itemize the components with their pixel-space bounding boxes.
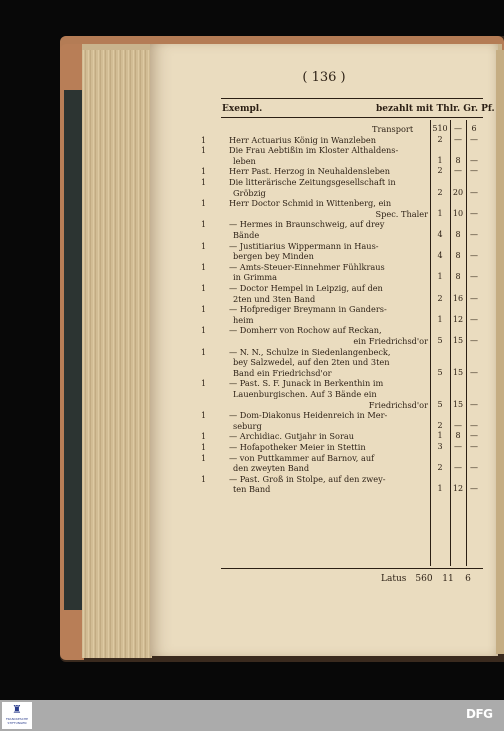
entry-text-line: — Domherr von Rochow auf Reckan, [229,325,382,336]
entry-thlr: 5 [437,336,443,345]
entry-text-line: den zweyten Band [233,463,310,474]
entry-pf: — [470,155,478,165]
entry-copies: 1 [201,241,207,251]
entry-gr: 8 [455,431,461,441]
entry-text-line: — Hofprediger Breymann in Ganders- [229,304,387,315]
entry-thlr: 2 [437,293,443,303]
entry-text-line: Friedrichsd'or [368,399,428,410]
latus-pf: 6 [465,574,471,584]
entry-thlr: 1 [437,314,443,324]
entry-text-line: Bände [233,230,260,240]
entry-copies: 1 [201,443,207,452]
entry-thlr: 2 [437,166,443,176]
spine [64,90,82,610]
entry-text-line: — Amts-Steuer-Einnehmer Fühlkraus [229,261,385,272]
entry-thlr: 2 [437,134,443,144]
entry-gr: — [454,166,462,176]
entry-copies: 1 [201,432,207,442]
entry-copies: 1 [201,167,207,177]
entry-text-line: — Doctor Hempel in Leipzig, auf den [229,283,383,293]
entry-gr: — [454,134,462,144]
latus-label: Latus [381,574,407,584]
latus-thlr: 560 [415,574,433,584]
entry-copies: 1 [201,411,207,421]
entry-thlr: 2 [437,463,443,473]
entry-text-line: Lauenburgischen. Auf 3 Bände ein [233,389,377,399]
entry-text-line: — Dom-Diakonus Heidenreich in Mer- [229,410,388,421]
entry-pf: — [470,336,478,345]
entry-text-line: 2ten und 3ten Band [233,293,316,304]
entry-copies: 1 [201,146,207,156]
transport-gr: — [454,124,462,133]
entry-text-line: ein Friedrichsd'or [353,336,428,346]
entry-copies: 1 [201,262,207,272]
page-number: ( 136 ) [302,70,346,85]
entry-thlr: 5 [437,367,443,377]
dfg-label: DFG [466,707,493,721]
entry-pf: — [470,293,478,303]
entry-thlr: 1 [437,155,443,165]
entry-thlr: 5 [437,399,443,409]
transport-pf: 6 [471,124,477,133]
entry-gr: 16 [452,293,464,303]
entry-copies: 1 [201,220,207,230]
entry-thlr: 4 [437,251,443,261]
entry-copies: 1 [201,284,207,293]
entry-text-line: in Grimma [233,272,277,283]
transport-label: Transport [372,124,414,134]
entry-thlr: 1 [437,208,443,218]
header-rule-top [221,98,483,99]
entry-thlr: 2 [437,187,443,197]
entry-pf: — [470,134,478,144]
entry-text-line: — Justitiarius Wippermann in Haus- [229,240,379,251]
total-rule [221,568,483,569]
entry-text-line: leben [233,155,256,166]
page-edges [82,46,152,658]
entry-text-line: Die litterärische Zeitungsgesellschaft in [229,177,396,187]
entry-gr: 20 [452,187,464,197]
entry-pf: — [470,208,478,218]
entry-pf: — [470,420,478,430]
entry-pf: — [470,367,478,377]
entry-gr: — [454,420,462,430]
entry-text-line: seburg [233,420,262,431]
entry-text-line: — Archidiac. Gutjahr in Sorau [229,431,355,442]
entry-text-line: — Past. Groß in Stolpe, auf den zwey- [229,473,386,484]
header-exempl: Exempl. [222,104,263,114]
entry-gr: 15 [452,399,464,409]
entry-pf: — [470,230,478,239]
entry-pf: — [470,431,478,441]
entry-pf: — [470,251,478,261]
entry-text-line: — N. N., Schulze in Siedenlangenbeck, [229,346,391,357]
entry-pf: — [470,272,478,282]
entry-gr: 12 [452,484,464,494]
entry-gr: 15 [452,336,464,345]
entry-text-line: Band ein Friedrichsd'or [233,367,332,378]
entry-gr: — [454,442,462,451]
entry-copies: 1 [201,326,207,336]
page-edges-right [496,50,504,654]
entry-copies: 1 [201,199,207,209]
header-rule-bottom [221,117,483,118]
entry-text-line: Gröbzig [233,187,266,198]
entry-pf: — [470,463,478,473]
entry-gr: 8 [455,155,461,165]
entry-text-line: bergen bey Minden [233,251,314,262]
entry-gr: 10 [452,208,464,218]
entry-text-line: — Hermes in Braunschweig, auf drey [229,219,385,230]
entry-thlr: 2 [437,420,443,430]
entry-copies: 1 [201,135,207,145]
entry-gr: — [454,463,462,473]
institution-logo [2,702,32,729]
entry-copies: 1 [201,474,207,484]
entry-thlr: 1 [437,484,443,494]
entry-copies: 1 [201,305,207,315]
entry-copies: 1 [201,178,207,187]
entry-text-line: Spec. Thaler [375,208,428,219]
entry-pf: — [470,442,478,451]
entry-gr: 12 [452,314,464,324]
entry-thlr: 4 [437,230,443,239]
entry-text-line: Herr Past. Herzog in Neuhaldensleben [229,166,391,177]
entry-pf: — [470,484,478,494]
entry-text-line: Herr Actuarius König in Wanzleben [229,134,377,145]
entry-gr: 15 [452,367,464,377]
entry-text-line: ten Band [233,484,271,495]
entry-copies: 1 [201,379,207,389]
entry-copies: 1 [201,453,207,463]
entry-thlr: 1 [437,272,443,282]
entry-text-line: bey Salzwedel, auf den 2ten und 3ten [233,357,390,368]
entry-gr: 8 [455,230,461,239]
entry-gr: 8 [455,272,461,282]
header-paid-with: bezahlt mit Thlr. Gr. Pf. [376,104,495,114]
entry-gr: 8 [455,251,461,261]
entry-text-line: heim [233,314,254,325]
entry-thlr: 3 [437,442,443,451]
entry-copies: 1 [201,347,207,357]
entry-text-line: — Hofapotheker Meier in Stettin [229,442,366,452]
entry-pf: — [470,166,478,176]
entry-thlr: 1 [437,431,443,441]
latus-gr: 11 [442,574,454,584]
entry-pf: — [470,399,478,409]
entry-text-line: Herr Doctor Schmid in Wittenberg, ein [229,198,392,209]
logo-figure-icon: ♜ [12,703,22,716]
entry-text-line: Die Frau Aebtißin im Kloster Althaldens- [229,145,399,156]
entry-text-line: — Past. S. F. Junack in Berkenthin im [229,378,384,389]
logo-text: FRANCKESCHE STIFTUNGEN [5,717,29,725]
entry-text-line: — von Puttkammer auf Barnov, auf [229,452,375,463]
entry-pf: — [470,187,478,197]
entry-pf: — [470,314,478,324]
footer-bar [0,700,504,731]
transport-thlr: 510 [432,124,448,133]
